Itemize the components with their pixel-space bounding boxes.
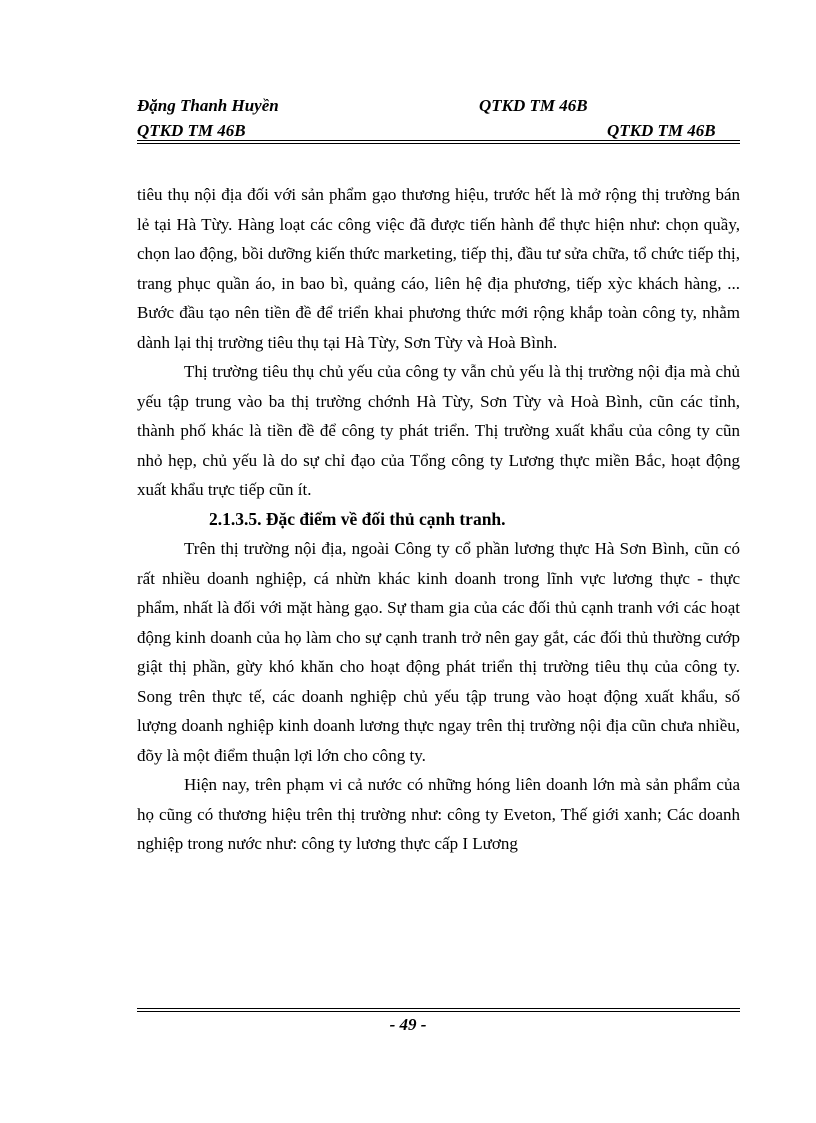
header-rule-top [137,140,740,141]
paragraph-4: Hiện nay, trên phạm vi cả nước có những hóng liên doanh lớn mà sản phẩm của họ cũng có thương hiệu trên thị trường như: công ty Eveton, Thế giới xanh; Các doanh nghiệp trong nước như: công ty lương thực cấp I Lương [137,775,740,853]
paragraph-1: tiêu thụ nội địa đối với sản phẩm gạo thương hiệu, trước hết là mở rộng thị trường bán lẻ tại Hà Từy. Hàng loạt các công việc đã được tiến hành để thực hiện như: chọn quầy, chọn lao động, bồi dưỡng kiến thức marketing, tiếp thị, đầu tư sửa chữa, tổ chức tiếp thị, trang phục quần áo, in bao bì, quảng cáo, liên hệ địa phương, tiếp xỳc khách hàng, ... Bước đầu tạo nên tiền đề để triển khai phương thức mới rộng khắp toàn công ty, nhằm dành lại thị trường tiêu thụ tại Hà Từy, Sơn Từy và Hoà Bình. [137,185,740,352]
header-class-left: QTKD TM 46B [137,121,246,140]
document-body [137,180,740,859]
header-rule-bottom [137,143,740,144]
header-author: Đặng Thanh Huyền [137,96,279,115]
page-number: - 49 - [389,1015,427,1034]
paragraph-2: Thị trường tiêu thụ chủ yếu của công ty vẫn chủ yếu là thị trường nội địa mà chủ yếu tập trung vào ba thị trường chớnh Hà Từy, Sơn Từy và Hoà Bình, cũn các tỉnh, thành phố khác là tiền đề để công ty phát triển. Thị trường xuất khẩu của công ty cũn nhỏ hẹp, chủ yếu là do sự chỉ đạo của Tổng công ty Lương thực miền Bắc, hoạt động xuất khẩu trực tiếp cũn ít. [137,362,740,499]
header-class-top: QTKD TM 46B [479,96,588,115]
header-class-right: QTKD TM 46B [607,121,716,140]
footer-rule-bottom [137,1011,740,1012]
footer-rule-top [137,1008,740,1009]
section-heading: 2.1.3.5. Đặc điểm về đối thủ cạnh tranh. [209,508,506,529]
paragraph-3: Trên thị trường nội địa, ngoài Công ty cổ phần lương thực Hà Sơn Bình, cũn có rất nhiều doanh nghiệp, cá nhừn khác kinh doanh trong lĩnh vực lương thực - thực phẩm, nhất là đối với mặt hàng gạo. Sự tham gia của các đối thủ cạnh tranh với các hoạt động kinh doanh của họ làm cho sự cạnh tranh trở nên gay gắt, các đối thủ thường cướp giật thị phần, gừy khó khăn cho hoạt động phát triển thị trường tiêu thụ của công ty. Song trên thực tế, các doanh nghiệp chủ yếu tập trung vào hoạt động xuất khẩu, số lượng doanh nghiệp kinh doanh lương thực ngay trên thị trường nội địa cũn chưa nhiều, đõy là một điểm thuận lợi lớn cho công ty. [137,539,740,765]
